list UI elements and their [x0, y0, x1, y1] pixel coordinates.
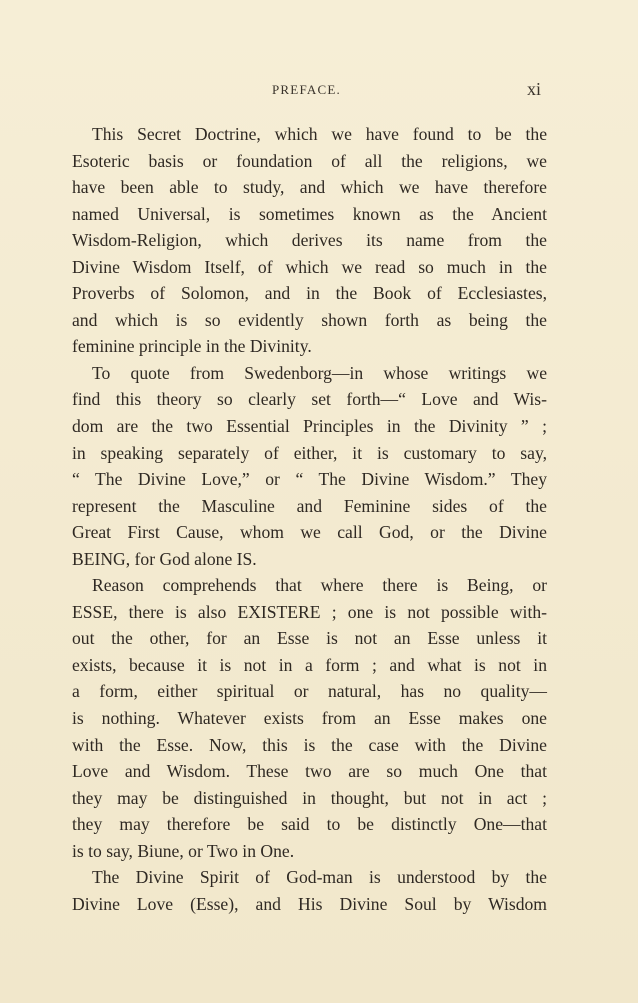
page-number: xi — [527, 79, 542, 99]
text-line: Proverbs of Solomon, and in the Book of Ecclesiastes, — [72, 283, 547, 304]
page-header — [0, 79, 638, 102]
text-line: Divine Love (Esse), and His Divine Soul by Wisdom — [72, 893, 547, 914]
text-line: ESSE, there is also EXISTERE ; one is not possible with- — [72, 601, 547, 622]
text-line: with the Esse. Now, this is the case with the Divine — [72, 734, 547, 755]
text-line: is nothing. Whatever exists from an Esse makes one — [72, 708, 547, 729]
text-line: and which is so evidently shown forth as being the — [72, 309, 547, 330]
text-line: is to say, Biune, or Two in One. — [72, 840, 295, 861]
text-line: feminine principle in the Divinity. — [72, 336, 312, 357]
text-line: Reason comprehends that where there is Being, or — [92, 575, 547, 596]
running-title: PREFACE. — [272, 82, 341, 97]
text-line: dom are the two Essential Principles in the Divinity ” ; — [72, 416, 547, 437]
text-line: they may be distinguished in thought, but not in act ; — [72, 787, 547, 808]
text-line: Wisdom-Religion, which derives its name from the — [72, 230, 547, 251]
text-line: This Secret Doctrine, which we have found to be the — [92, 124, 547, 144]
text-line: a form, either spiritual or natural, has no quality— — [72, 681, 547, 702]
text-line: Love and Wisdom. These two are so much One that — [72, 761, 547, 782]
text-line: in speaking separately of either, it is customary to say, — [72, 442, 547, 463]
text-line: find this theory so clearly set forth—“ Love and Wis- — [72, 389, 547, 410]
text-line: Divine Wisdom Itself, of which we read so much in the — [72, 256, 547, 277]
text-line: “ The Divine Love,” or “ The Divine Wisdom.” They — [72, 469, 547, 490]
text-line: Esoteric basis or foundation of all the religions, we — [72, 150, 547, 171]
text-line: BEING, for God alone IS. — [72, 548, 257, 569]
text-line: exists, because it is not in a form ; and what is not in — [72, 654, 547, 675]
text-line: out the other, for an Esse is not an Esse unless it — [72, 628, 547, 649]
text-line: Great First Cause, whom we call God, or the Divine — [72, 522, 547, 543]
text-line: named Universal, is sometimes known as the Ancient — [72, 203, 547, 224]
text-line: To quote from Swedenborg—in whose writings we — [92, 362, 547, 383]
body-text — [72, 121, 547, 917]
text-line: have been able to study, and which we have therefore — [72, 177, 547, 198]
text-line: The Divine Spirit of God-man is understood by the — [92, 867, 547, 888]
text-line: represent the Masculine and Feminine sides of the — [72, 495, 547, 516]
text-line: they may therefore be said to be distinctly One—that — [72, 814, 547, 835]
